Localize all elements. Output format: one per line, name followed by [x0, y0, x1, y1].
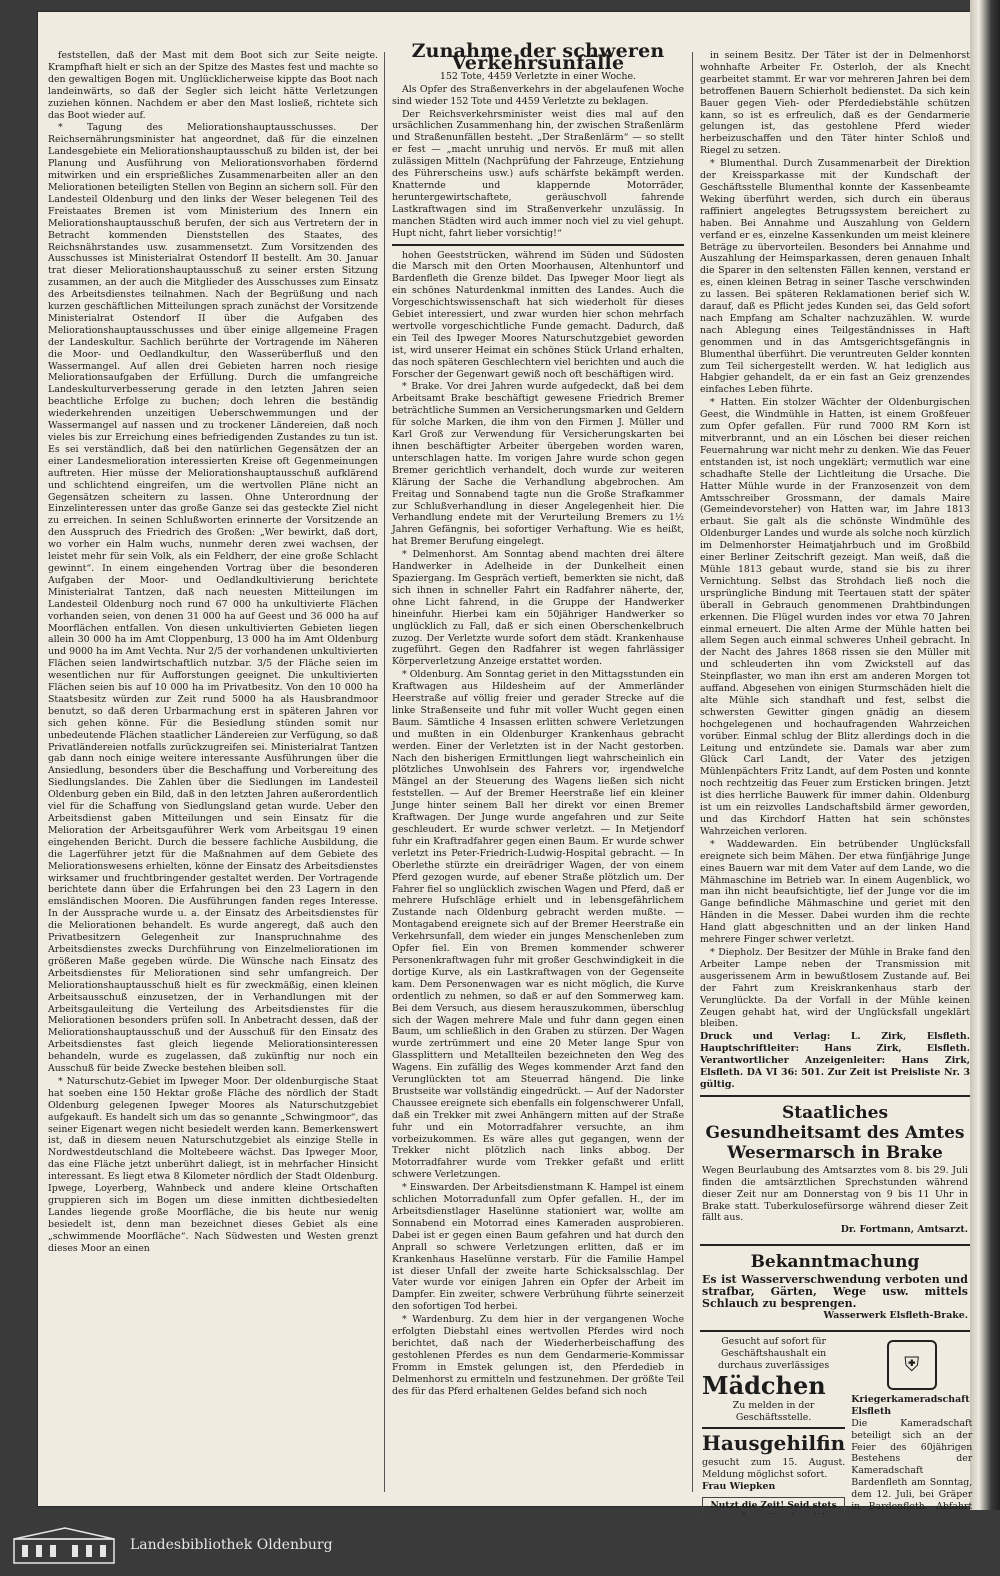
column-rule [692, 52, 693, 1492]
article-paragraph: Als Opfer des Straßenverkehrs in der abgelaufenen Woche sind wieder 152 Tote und 4459 Verletzte zu beklagen. [392, 83, 684, 107]
article-paragraph: hohen Geeststrücken, während im Süden und Südosten die Marsch mit den Orten Moorhausen, Altenhuntorf und Bardenfleth die Grenze bildet. Das Ipweger Moor liegt als ein schönes Naturdenkmal inmitten des Landes. Auch die Vorgeschichtswissenschaft hat sich wiederholt für dieses Gebiet interessiert, und zwar wurden hier schon mehrfach wertvolle vorgeschichtliche Funde gemacht. Dadurch, daß ein Teil des Ipweger Moores Naturschutzgebiet geworden ist, wird unserer Heimat ein schönes Stück Urland erhalten, das noch späteren Geschlechtern viel berichten und auch die Forscher der Gegenwart gewiß noch oft beschäftigen wird. [392, 249, 684, 380]
book-spine [970, 0, 1000, 1510]
article-paragraph: Der Reichsverkehrsminister weist dies mal auf den ursächlichen Zusammenhang hin, der zwischen Straßenlärm und Straßenunfällen besteht. „Der Straßenlärm“ — so stellt er fest — „macht unruhig und nervös. Er muß mit allen zulässigen Mitteln (Nachprüfung der Fahrzeuge, Entziehung des Führerscheins usw.) aufs schärfste bekämpft werden. Knatternde und klappernde Motorräder, heruntergewirtschaftete, geräuschvoll fahrende Lastkraftwagen sind im Straßenverkehr unzulässig. In manchen Städten wird auch immer noch viel zu viel gehupt. Hupt nicht, fahrt lieber vorsichtig!“ [392, 108, 684, 239]
shield-icon: ⛨ [887, 1340, 937, 1390]
article-paragraph: * Naturschutz-Gebiet im Ipweger Moor. Der oldenburgische Staat hat soeben eine 150 Hektar große Fläche des nördlich der Stadt Oldenburg gelegenen Ipweger Moores als Naturschutzgebiet aufgekauft. Es handelt sich um das so genannte „Schwingmoor“, das seiner Eigenart wegen nicht besiedelt werden kann. Bemerkenswert ist, daß in diesem neuen Naturschutzgebiet als einzige Stelle in Nordwestdeutschland die Moltebeere wächst. Das Ipweger Moor, das eine Fläche jetzt unberührt daliegt, ist in mehrfacher Hinsicht interessant. Es liegt etwa 8 Kilometer nördlich der Stadt Oldenburg. Ipwege, Loyerberg, Wahnbeck und andere kleine Ortschaften gruppieren sich im Bogen um diese inmitten dichtbesiedelten Landes liegende große Moorfläche, die bis heute nur wenig besiedelt ist, denn man bezeichnet dieses Gebiet als eine „schwimmende Moorfläche“. Nach Südwesten und Westen grenzt dieses Moor an einen [48, 1075, 378, 1254]
ad-text: Wegen Beurlaubung des Amtsarztes vom 8. bis 29. Juli finden die amtsärztlichen Sprechstunden während dieser Zeit nur am Donnerstag von 9 bis 11 Uhr in Brake statt. Tuberkulosefürsorge während dieser Zeit fällt aus. [702, 1164, 968, 1224]
library-name: Landesbibliothek Oldenburg [130, 1537, 333, 1553]
article-paragraph: * Einswarden. Der Arbeitsdienstmann K. Hampel ist einem schlichen Motorradunfall zum Opfer gefallen. H., der im Arbeitsdienstlager Haselünne stationiert war, wollte am Sonnabend ein Motorrad eines Kameraden ausprobieren. Dabei ist er gegen einen Baum gefahren und hat durch den Anprall so schwere Verletzungen erlitten, daß er im Krankenhaus Haselünne verstarb. Für die Familie Hampel ist dieser Unfall der zweite harte Schicksalsschlag. Der Vater wurde vor einigen Jahren ein Opfer der Arbeit im Dampfer. Ein zweiter, schwere Verbrühung führte seinerzeit den sofortigen Tod herbei. [392, 1182, 684, 1313]
ad-text: gesucht zum 15. August. Meldung möglichst sofort. [702, 1457, 846, 1481]
footer-bar [0, 1514, 1000, 1576]
headline: Zunahme der schweren Verkehrsunfälle [411, 40, 665, 74]
ad-text: Gesucht auf sofort für Geschäftshaushalt ein durchaus zuverlässiges [718, 1335, 830, 1371]
column-rule [384, 52, 385, 1492]
ad-title: Staatliches Gesundheitsamt des Amtes Wesermarsch in Brake [705, 1102, 965, 1163]
ad-slogan: Nutzt die Zeit! Seid stets [702, 1497, 845, 1529]
column-right [700, 50, 973, 1513]
ad-signature: Frau Wiepken [702, 1481, 776, 1493]
ad-signature: Wasserwerk Elsfleth-Brake. [823, 1310, 968, 1321]
ad-bekanntmachung [700, 1244, 970, 1326]
article-paragraph: * Blumenthal. Durch Zusammenarbeit der Direktion der Kreissparkasse mit der Kundschaft der Geschäftsstelle Blumenthal konnte der Kassenbeamte Weking überführt werden, sich durch ein überaus raffiniert angelegtes Betrugssystem bereichert zu haben. Bei Annahme und Auszahlung von Geldern verfand er es, einzelne Kassenkunden um meist kleinere Beträge zu übervorteilen. Besonders bei Annahme und Auszahlung der Heimsparkassen, deren genauen Inhalt die Sparer in den seltensten Fällen kennen, verstand er es, einen kleinen Betrag in seiner Tasche verschwinden zu lassen. Bei späteren Reklamationen berief sich W. darauf, daß es Pflicht jedes Kunden sei, das Geld sofort nach Empfang am Schalter nachzuzählen. W. wurde nach Ablegung eines Teilgeständnisses in Haft genommen und in das Amtsgerichtsgefängnis in Blumenthal überführt. Die veruntreuten Gelder konnten zum Teil sichergestellt werden. W. hat lediglich aus Habgier gehandelt, da er ein fast an Geiz grenzendes einfaches Leben führte. [700, 158, 970, 396]
article-paragraph: * Diepholz. Der Besitzer der Mühle in Brake fand den Arbeiter Lampe neben der Transmission mit ausgerissenem Arm in bewußtlosem Zustande auf. Bei der Fahrt zum Kreiskrankenhaus starb der Verunglückte. Da der Vorfall in der Mühle keinen Zeugen gehabt hat, wird der Unglücksfall ungeklärt bleiben. [700, 946, 970, 1030]
article-paragraph: * Oldenburg. Am Sonntag geriet in den Mittagsstunden ein Kraftwagen aus Hildesheim auf der Ammerländer Heerstraße auf völlig freier und gerader Strecke auf die linke Straßenseite und fuhr mit voller Wucht gegen einen Baum. Sämtliche 4 Insassen erlitten schwere Verletzungen und mußten in ein Oldenburger Krankenhaus gebracht werden. Einer der Verletzten ist in der Nacht gestorben. Nach den bisherigen Ermittlungen liegt wahrscheinlich ein plötzliches Unwohlsein des Fahrers vor, irgendwelche Mängel an der Steuerung des Wagens ließen sich nicht feststellen. — Auf der Bremer Heerstraße lief ein kleiner Junge hinter seinem Ball her direkt vor einen Bremer Kraftwagen. Der Junge wurde angefahren und zur Seite geschleudert. Er wurde schwer verletzt. — In Metjendorf fuhr ein Kraftradfahrer gegen einen Baum. Er wurde schwer verletzt ins Peter-Friedrich-Ludwig-Hospital gebracht. — In Oberlethe stürzte ein dreirädriger Wagen, der von einem Pferd gezogen wurde, auf ebener Straße plötzlich um. Der Fahrer fiel so unglücklich zwischen Wagen und Pferd, daß er mehrere Hufschläge erhielt und in lebensgefährlichem Zustande nach Oldenburg gebracht werden mußte. — Montagabend ereignete sich auf der Bremer Heerstraße ein Verkehrsunfall, dem wieder ein junges Menschenleben zum Opfer fiel. Ein von Bremen kommender schwerer Personenkraftwagen fuhr mit großer Geschwindigkeit in die dortige Kurve, als ein Lastkraftwagen von der Gegenseite kam. Dem Personenwagen war es nicht möglich, die Kurve ordentlich zu nehmen, so daß er auf den Sommerweg kam. Bei dem Versuch, aus diesem herauszukommen, überschlug sich der Wagen mehrere Male und fuhr dann gegen einen Baum, um schließlich in den Graben zu stürzen. Der Wagen wurde zertrümmert und eine 20 Meter lange Spur von Glassplittern und Metallteilen bezeichneten den Weg des Wagens. Ein zufällig des Weges kommender Arzt fand den Verunglückten tot am Steuerrad hängend. Die linke Brustseite war vollständig eingedrückt. — Auf der Nadorster Chaussee ereignete sich ebenfalls ein folgenschwerer Unfall, daß ein Trekker mit zwei Anhängern mitten auf der Straße fuhr und ein Motorradfahrer versuchte, an ihm vorbeizukommen. Es wäre alles gut gegangen, wenn der Trekker nicht plötzlich nach links abbog. Der Motorradfahrer wurde vom Trekker gefaßt und erlitt schwere Verletzungen. [392, 669, 684, 1181]
imprint: Druck und Verlag: L. Zirk, Elsfleth. Hauptschriftleiter: Hans Zirk, Elsfleth. Verantwortlicher Anzeigenleiter: Hans Zirk, Elsfleth. DA VI 36: 501. Zur Zeit ist Preisliste Nr. 3 gültig. [700, 1031, 970, 1090]
article-paragraph: * Tagung des Meliorationshauptausschusses. Der Reichsernährungsminister hat angeordnet, daß für die einzelnen Landesgebiete ein Meliorationshauptausschuß zu bilden ist, der bei Planung und Ausführung von Meliorationsvorhaben fördernd mitwirken und ein ersprießliches Zusammenarbeiten aller an den Meliorationen beteiligten Stellen von Beginn an sichern soll. Für den Landesteil Oldenburg und den links der Weser belegenen Teil des Freistaates Bremen ist vom Ministerium des Innern ein Meliorationshauptausschuß berufen, der sich aus Vertretern der in Betracht kommenden Dienststellen des Staates, des Reichsnährstandes usw. zusammensetzt. Zum Vorsitzenden des Ausschusses ist Ministerialrat Ostendorf II bestellt. Am 30. Januar trat dieser Meliorationshauptausschuß zu seiner ersten Sitzung zusammen, an der auch die Mitglieder des Ausschusses zum Einsatz des Arbeitsdienstes teilnahmen. Nach der Begrüßung und nach kurzen geschäftlichen Mitteilungen sprach zunächst der Vorsitzende Ministerialrat Ostendorf II über die Aufgaben des Meliorationshauptausschusses und über einige allgemeine Fragen der Landeskultur. Sachlich berührte der Vortragende im Näheren die Moor- und Oedlandkultur, den Wasserüberfluß und den Wassermangel. Auf allen drei Gebieten harren noch riesige Meliorationsaufgaben der Erfüllung. Durch die umfangreiche Landeskulturverbesserung gerade in den letzten Jahren seien beachtliche Erfolge zu buchen; doch lehren die beständig wiederkehrenden unzeitigen Ueberschwemmungen und der Wassermangel auf nassen und zu trockener Ländereien, daß noch vieles bis zur Erreichung eines befriedigenden Zustandes zu tun ist. Es sei verständlich, daß bei den natürlichen Gegensätzen der an einer Landesmelioration interessierten Kreise oft Gegenmeinungen auftreten. Hier müsse der Meliorationshauptausschuß aufklärend und schlichtend eingreifen, um die wertvollen Pläne nicht an Gegensätzen scheitern zu lassen. Ohne Unterordnung der Einzelinteressen unter das große Ganze sei das gesteckte Ziel nicht zu erreichen. In seinen Schlußworten erinnerte der Vorsitzende an den Ausspruch des Friedrich des Großen: „Wer bewirkt, daß dort, wo vorher ein Halm wuchs, nunmehr deren zwei wachsen, der leistet mehr für sein Volk, als ein Feldherr, der eine große Schlacht gewinnt“. In einem eingehenden Vortrag über die besonderen Aufgaben der Moor- und Oedlandkultivierung berichtete Ministerialrat Tantzen, daß nach neuesten Mitteilungen im Landesteil Oldenburg noch rund 67 000 ha unkultivierte Flächen vorhanden seien, von denen 31 000 ha auf Geest und 36 000 ha auf Moorflächen entfallen. Von diesen unkultivierten Gebieten liegen allein 30 000 ha im Amt Cloppenburg, 13 000 ha im Amt Oldenburg und 9000 ha im Amt Vechta. Nur 2/5 der vorhandenen unkultivierten Flächen seien landwirtschaftlich nutzbar. 3/5 der Fläche seien im wesentlichen nur für Aufforstungen geeignet. Die unkultivierten Flächen seien bis auf 10 000 ha im Privatbesitz. Von den 10 000 ha Staatsbesitz würden zur Zeit rund 5000 ha als Hausbrandmoor benutzt, so daß deren Urbarmachung erst in späteren Jahren vor sich gehen könne. Für die Besiedlung stünden somit nur unbedeutende Flächen staatlicher Ländereien zur Verfügung, so daß Privatländereien notfalls zurückzugreifen sei. Ministerialrat Tantzen gab dann noch einige weitere interessante Ausführungen über die Ansiedlung, besonders über die Beschaffung und Vorbereitung des Siedlungslandes. Die Zahlen über die Siedlungen im Landesteil Oldenburg geben ein Bild, daß in den letzten Jahren außerordentlich viel für die Schaffung von Siedlungsland getan wurde. Ueber den Arbeitsdienst gaben Mitteilungen und sein Einsatz für die Melioration der Arbeitsgauführer Werk vom Arbeitsgau 19 einen eingehenden Bericht. Durch die bessere fachliche Ausbildung, die die Lagerführer jetzt für die Maßnahmen auf dem Gebiete des Meliorationswesens erhielten, könne der Einsatz des Arbeitsdienstes wirksamer und fruchtbringender gestaltet werden. Der Vortragende berichtete dann über die Erfahrungen bei den 23 Lagern in den emsländischen Mooren. Die Ausführungen fanden reges Interesse. In der Aussprache wurde u. a. der Einsatz des Arbeitsdienstes für die Meliorationen behandelt. Es wurde angeregt, daß auch den Privatbesitzern Gelegenheit zur Inanspruchnahme des Arbeitsdienstes zwecks Durchführung von Einzelmeliorationen im größeren Maße gegeben würde. Die Wünsche nach Einsatz des Arbeitsdienstes für Meliorationen sind sehr umfangreich. Der Meliorationshauptausschuß hielt es für zweckmäßig, einen kleinen Arbeitsausschuß einzusetzen, der in Verhandlungen mit der Arbeitsgauleitung die Verteilung des Arbeitsdienstes für die Meliorationen besonders prüfen soll. In Anbetracht dessen, daß der Meliorationshauptausschuß und der Ausschuß für den Einsatz des Arbeitsdienstes fast gleich liegende Meliorationsinteressen behandeln, wurde es zugelassen, daß zukünftig nur noch ein Ausschuß für beide Zwecke bestehen bleiben soll. [48, 122, 378, 1075]
article-paragraph: * Wardenburg. Zu dem hier in der vergangenen Woche erfolgten Diebstahl eines wertvollen Pferdes wird noch berichtet, daß nach der Wiederherbeischaffung des gestohlenen Pferdes es nun dem Gendarmerie-Kommissar Fromm in Emstek gelungen ist, den Pferdedieb in Delmenhorst zu ermitteln und festzunehmen. Der größte Teil des für das Pferd erhaltenen Geldes befand sich noch [392, 1314, 684, 1397]
ad-text: Es ist Wasserverschwendung verboten und strafbar, Gärten, Wege usw. mittels Schlauch zu besprengen. [702, 1273, 968, 1311]
article-paragraph: * Delmenhorst. Am Sonntag abend machten drei ältere Handwerker in Adelheide in der Dunkelheit einen Spaziergang. Im Gespräch vertieft, bemerkten sie nicht, daß sich ihnen in schneller Fahrt ein Radfahrer näherte, der, ohne Licht fahrend, in die Gruppe der Handwerker hineinfuhr. Hierbei kam ein 50jähriger Handwerker so unglücklich zu Fall, daß er sich einen Oberschenkelbruch zuzog. Der Verletzte wurde sofort dem städt. Krankenhause zugeführt. Gegen den Radfahrer ist wegen fahrlässiger Körperverletzung Anzeige erstattet worden. [392, 549, 684, 668]
ad-title: Kriegerkameradschaft Elsfleth [851, 1393, 970, 1417]
article-paragraph: feststellen, daß der Mast mit dem Boot sich zur Seite neigte. Krampfhaft hielt er sich an der Spitze des Mastes fest und machte so den gewaltigen Bogen mit. Unglücklicherweise kippte das Boot nach landeinwärts, so daß der Segler sich leicht hätte Verletzungen zuziehen können. Nachdem er aber den Mast losließ, richtete sich das Boot wieder auf. [48, 50, 378, 121]
ad-sub: Zu melden in der Geschäftsstelle. [732, 1399, 815, 1423]
divider [392, 244, 684, 246]
ad-big: Hausgehilfin [702, 1427, 845, 1457]
subheadline: 152 Tote, 4459 Verletzte in einer Woche. [439, 70, 637, 82]
ad-text: Die Kameradschaft beteiligt sich an der Feier des 60jährigen Bestehens der Kameradschaft Bardenfleth am Sonntag, dem 12. Juli, bei Gräper in Bardenfleth. Abfahrt [851, 1417, 973, 1513]
ad-gesundheitsamt [700, 1095, 970, 1240]
ad-title: Bekanntmachung [750, 1252, 920, 1273]
article-paragraph: * Hatten. Ein stolzer Wächter der Oldenburgischen Geest, die Windmühle in Hatten, ist einem Großfeuer zum Opfer gefallen. Für rund 7000 RM Korn ist mitverbrannt, und an ein Löschen bei dieser reichen Feuernahrung war nicht mehr zu denken. Wie das Feuer entstanden ist, ist noch ungeklärt; vermutlich war eine schadhafte Stelle der Lichtleitung die Ursache. Die Hatter Mühle wurde in der Franzosenzeit von dem Amtsschreiber Grossmann, der damals Maire (Gemeindevorsteher) von Hatten war, im Jahre 1813 erbaut. Sie galt als die schönste Windmühle des Oldenburger Landes und wurde als solche noch kürzlich im Delmenhorster Heimatjahrbuch und im Großbild einer Berliner Zeitschrift gezeigt. Man weiß, daß die Mühle 1813 gebaut wurde, stand sie bis zu ihrer Vernichtung. Selbst das Strohdach ließ noch die ursprüngliche Bindung mit Teertauen statt der später überall in Gebrauch genommenen Drahtbindungen erkennen. Die Flügel wurden indes vor etwa 70 Jahren einmal erneuert. Die alten Arme der Mühle hatten bei allem Segen auch einmal schweres Unheil gebracht. In der Nacht des Jahres 1868 rissen sie den Müller mit und schleuderten ihn vom Zwickstell auf das Steinpflaster, wo man ihn erst am anderen Morgen tot auffand. Abgesehen von einigen Sturmschäden hielt die alte Mühle sich standhaft und fest, selbst die schwersten Gewitter gingen gnädig an diesem hochgelegenen und hochaufragenden Wahrzeichen vorüber. Einmal schlug der Blitz allerdings doch in die Leitung und entzündete sie. Damals war aber zum Glück Carl Landt, der Vater des jetzigen Mühlenpächters Fritz Landt, auf dem Posten und konnte noch rechtzeitig das Feuer zum Ersticken bringen. Jetzt ist dies herrliche Bauwerk für immer dahin. Oldenburg ist um ein reizvolles Landschaftsbild ärmer geworden, und das Kirchdorf Hatten hat sein schönstes Wahrzeichen verloren. [700, 397, 970, 837]
article-paragraph: * Waddewarden. Ein betrübender Unglücksfall ereignete sich beim Mähen. Der etwa fünfjährige Junge eines Bauern war mit dem Vater auf dem Lande, wo die Mähmaschine im Betrieb war. In einem Augenblick, wo man ihn nicht beaufsichtigte, lief der Junge vor die im Gange befindliche Mähmaschine und geriet mit den Händen in die Messer. Dabei wurden ihm die rechte Hand glatt abgeschnitten und an der linken Hand mehrere Finger schwer verletzt. [700, 838, 970, 946]
column-middle [392, 40, 684, 1399]
ad-signature: Dr. Fortmann, Amtsarzt. [840, 1224, 968, 1236]
library-building-icon [10, 1525, 120, 1565]
column-left [48, 50, 378, 1256]
ad-big: Mädchen [702, 1370, 826, 1400]
article-paragraph: * Brake. Vor drei Jahren wurde aufgedeckt, daß bei dem Arbeitsamt Brake beschäftigt gewesene Friedrich Bremer beträchtliche Summen an Versicherungsmarken und Geldern für solche Marken, die ihm von den Firmen J. Müller und Karl Groß zur Verwendung für Versicherungskarten bei ihnen beschäftigter Arbeiter übergeben worden waren, unterschlagen hatte. Im vorigen Jahre wurde schon gegen Bremer gerichtlich verhandelt, doch wurde zur weiteren Klärung der Sache die Verhandlung abgebrochen. Am Freitag und Sonnabend tagte nun die Große Strafkammer zur Schlußverhandlung in dieser Angelegenheit hier. Die Verhandlung endete mit der Verurteilung Bremers zu 1½ Jahren Gefängnis, bei sofortiger Verhaftung. Wie es heißt, hat Bremer Berufung eingelegt. [392, 381, 684, 548]
article-paragraph: in seinem Besitz. Der Täter ist der in Delmenhorst wohnhafte Arbeiter Fr. Osterloh, der als Knecht gearbeitet stammt. Er war vor mehreren Jahren bei dem betroffenen Bauern Schierholt bedienstet. Da sich kein Bauer gegen Vieh- oder Pferdediebstähle schützen kann, so ist es erfreulich, daß es der Gendarmerie gelungen ist, das gestohlene Pferd wieder herbeizuschaffen und den Täter hinter Schloß und Riegel zu setzen. [700, 50, 970, 157]
